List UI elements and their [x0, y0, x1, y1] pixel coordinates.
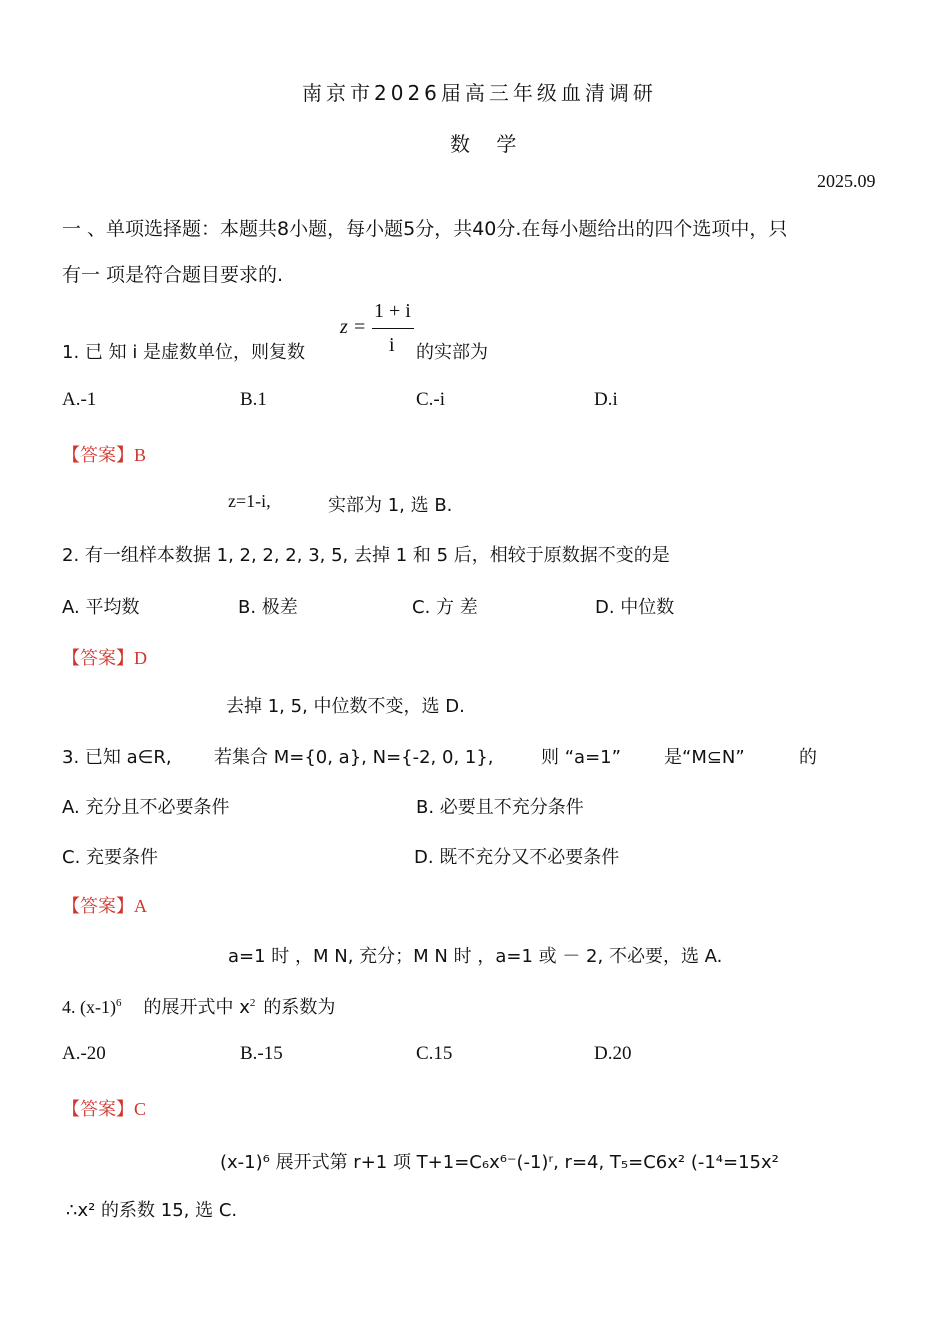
- q4-answer-tag: 【答案】: [62, 1099, 134, 1120]
- q4-answer-value: C: [134, 1099, 147, 1119]
- q1-answer-tag: 【答案】: [62, 445, 134, 466]
- exam-date: 2025.09: [817, 171, 876, 191]
- q1-answer-value: B: [134, 445, 147, 465]
- q4-stem-b: 的展开式中 x: [143, 997, 250, 1018]
- q2-answer-tag: 【答案】: [62, 648, 134, 669]
- q3-stem-c: 则 “a=1”: [541, 747, 621, 768]
- q2-option-a: A. 平均数: [62, 597, 140, 618]
- q3-answer: [62, 892, 147, 918]
- q1-fraction: [372, 298, 414, 362]
- q3-option-d: D. 既不充分又不必要条件: [414, 847, 620, 868]
- q4-option-c: C.15: [416, 1043, 453, 1064]
- q1-solution-a: z=1-i,: [228, 491, 271, 511]
- q4-stem-exponent2: 2: [249, 997, 256, 1009]
- q2-option-d: D. 中位数: [595, 597, 675, 618]
- subject-title: 数 学: [450, 132, 527, 156]
- q3-stem-a: 3. 已知 a∈R,: [62, 747, 172, 768]
- q3-stem-d: 是“M⊆N”: [664, 747, 745, 768]
- q2-option-c: C. 方 差: [412, 597, 478, 618]
- q4-stem: [62, 993, 335, 1019]
- q3-option-c: C. 充要条件: [62, 847, 159, 868]
- q4-option-d: D.20: [594, 1043, 632, 1064]
- q1-fraction-numerator: 1 + i: [374, 300, 411, 322]
- q3-option-b: B. 必要且不充分条件: [416, 797, 584, 818]
- q3-stem-e: 的: [799, 747, 817, 768]
- q1-option-d: D.i: [594, 389, 618, 410]
- document-title: 南京市2026届高三年级血清调研: [302, 81, 657, 105]
- q3-answer-tag: 【答案】: [62, 896, 134, 917]
- q4-stem-exponent: 6: [115, 997, 122, 1009]
- q4-stem-a: 4. (x-1): [62, 997, 116, 1017]
- q1-solution-b: 实部为 1, 选 B.: [328, 495, 453, 516]
- q3-solution: a=1 时 ，M N, 充分；M N 时 ，a=1 或 － 2, 不必要，选 A.: [228, 946, 723, 967]
- q4-solution-line2: ∴x² 的系数 15, 选 C.: [66, 1200, 238, 1221]
- q2-solution: 去掉 1, 5, 中位数不变，选 D.: [226, 696, 465, 717]
- q3-answer-value: A: [134, 896, 147, 916]
- q1-option-c: C.-i: [416, 389, 446, 410]
- q4-answer: [62, 1095, 146, 1121]
- q4-stem-c: 的系数为: [263, 997, 336, 1018]
- section-heading-line2: 有一 项是符合题目要求的.: [62, 264, 284, 286]
- q4-option-a: A.-20: [62, 1043, 106, 1064]
- q1-answer: [62, 441, 146, 467]
- q3-stem-b: 若集合 M={0, a}, N={-2, 0, 1},: [214, 747, 494, 768]
- q1-fraction-bar: [372, 328, 414, 329]
- q1-stem-post: 的实部为: [416, 342, 488, 363]
- q2-answer: [62, 644, 147, 670]
- q1-option-a: A.-1: [62, 389, 97, 410]
- q1-formula-lhs: z =: [340, 316, 367, 338]
- q1-stem-pre: 1. 已 知 i 是虚数单位，则复数: [62, 342, 306, 363]
- q2-stem: 2. 有一组样本数据 1, 2, 2, 2, 3, 5, 去掉 1 和 5 后，相较于原数据不变的是: [62, 545, 670, 566]
- q2-answer-value: D: [134, 648, 147, 668]
- q1-option-b: B.1: [240, 389, 267, 410]
- q4-solution-line1: (x-1)⁶ 展开式第 r+1 项 T+1=C₆x⁶⁻(-1)ʳ, r=4, T₅=C6x² (-1⁴=15x²: [220, 1152, 779, 1173]
- q1-fraction-denominator: i: [389, 334, 395, 356]
- q3-option-a: A. 充分且不必要条件: [62, 797, 230, 818]
- section-heading-line1: 一 、单项选择题：本题共8小题，每小题5分，共40分.在每小题给出的四个选项中，只: [62, 218, 788, 240]
- q2-option-b: B. 极差: [238, 597, 298, 618]
- q4-option-b: B.-15: [240, 1043, 283, 1064]
